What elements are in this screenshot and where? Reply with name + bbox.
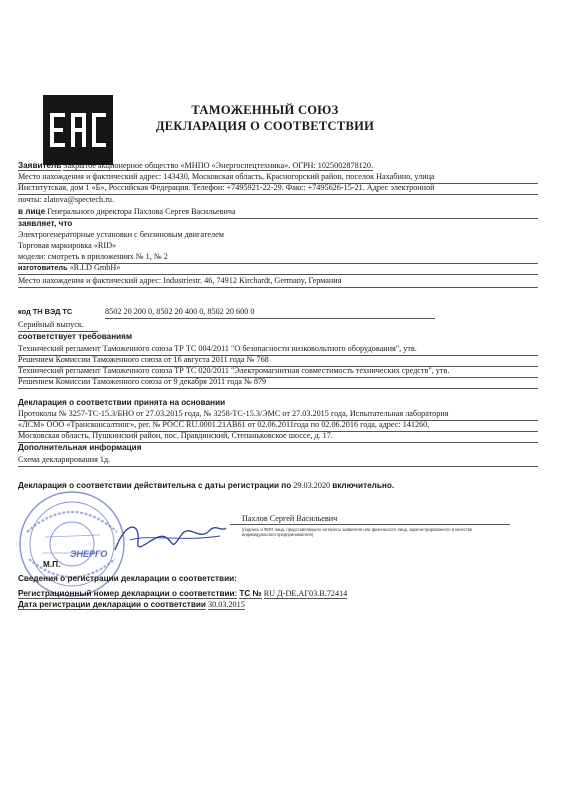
document-title: [130, 102, 400, 134]
eac-logo: [43, 95, 113, 165]
declares-line-2: Торговая маркировка «RID»: [18, 241, 117, 250]
eac-logo-icon: [43, 95, 113, 165]
applicant-line-4: почты: zlatova@spectech.ru.: [18, 195, 115, 204]
signature-scribble: [110, 512, 230, 562]
registration-number-line: [18, 589, 538, 600]
registration-date-line: [18, 600, 538, 611]
stamp-text: ЭНЕРГО: [70, 549, 108, 559]
registration-date-label: Дата регистрации декларации о соответствии: [18, 600, 206, 609]
applicant-name: Закрытое акционерное общество «МНПО «Энергоспецтехника». ОГРН: 1025002878120.: [63, 161, 374, 170]
person-label: в лице: [18, 207, 46, 216]
manufacturer-address: Место нахождения и фактический адрес: Industriestr. 46, 74912 Kirchardt, Germany, Германия: [18, 276, 538, 288]
person-text: Генерального директора Пахлова Сергея Васильевича: [47, 207, 236, 216]
codes-value: 8502 20 200 0, 8502 20 400 0, 8502 20 600 0: [105, 307, 435, 319]
person-line: [18, 207, 538, 219]
requirements-line-1: Технический регламент Таможенного союза ТР ТС 004/2011 "О безопасности низковольтного оборудования", утв.: [18, 344, 538, 356]
validity-date: 29.03.2020: [293, 481, 331, 490]
validity-suffix: включительно.: [332, 481, 395, 490]
basis-line-3: Московская область, Пушкинский район, пос. Правдинский, Степаньковское шоссе, д. 17.: [18, 431, 538, 443]
applicant-label: Заявитель: [18, 161, 62, 170]
title-line-2: ДЕКЛАРАЦИЯ О СООТВЕТСТВИИ: [155, 119, 375, 133]
registration-number: RU Д-DE.АГ03.В.72414: [263, 589, 348, 598]
requirements-line-3: Технический регламент Таможенного союза ТР ТС 020/2011 "Электромагнитная совместимость технических средств", утв.: [18, 366, 538, 378]
signature-line: [230, 524, 510, 525]
registration-number-label: Регистрационный номер декларации о соответствии:: [18, 589, 238, 598]
requirements-line-4: Решением Комиссии Таможенного союза от 9 декабря 2011 года № 879: [18, 377, 538, 389]
declares-line-3: модели: смотреть в приложениях № 1, № 2: [18, 252, 538, 264]
manufacturer-label: изготовитель: [18, 263, 68, 272]
validity-prefix: Декларация о соответствии действительна с даты регистрации по: [18, 481, 292, 490]
registration-heading: Сведения о регистрации декларации о соответствии:: [18, 574, 237, 583]
applicant-line-1: [18, 161, 538, 172]
signatory-name: Пахлов Сергей Васильевич: [242, 514, 338, 523]
basis-line-1: Протоколы № 3257-ТС-15.3/БНО от 27.03.2015 года, № 3258-ТС-15.3/ЭМС от 27.03.2015 года, Испытательная лаборатория: [18, 409, 538, 421]
additional-label: Дополнительная информация: [18, 443, 142, 452]
registration-date: 30.03.2015: [207, 600, 245, 609]
serial-text: Серийный выпуск.: [18, 320, 98, 332]
declares-label: заявляет, что: [18, 219, 73, 228]
signature-caption-2: индивидуального предпринимателя): [242, 532, 314, 537]
codes-label: код ТН ВЭД ТС: [18, 307, 73, 316]
codes-line: [18, 307, 538, 319]
additional-text: Схема декларирования 1д.: [18, 455, 538, 467]
basis-line-2: «ЛСМ» ООО «Трансконсалтинг», рег. № РОСС RU.0001.21АВ61 от 02.06.2011года по 02.06.2016 года, адрес: 141260,: [18, 420, 538, 432]
declares-line-1: Электрогенераторные установки с бензиновым двигателем: [18, 230, 224, 239]
signature-caption-1: (подпись и ФИО лица, представляющего интересы заявителя или физического лица, зарегистрированного в качестве: [242, 527, 473, 532]
manufacturer-line: [18, 263, 538, 275]
registration-number-prefix: ТС №: [239, 589, 262, 598]
title-line-1: ТАМОЖЕННЫЙ СОЮЗ: [191, 103, 339, 117]
signature-icon: [110, 512, 230, 562]
mp-label: М.П.: [43, 560, 61, 569]
applicant-line-2: Место нахождения и фактический адрес: 143430, Московская область, Красногорский район, поселок Нахабино, улица: [18, 172, 538, 184]
applicant-line-3: Институтская, дом 1 «Б», Российская Федерация. Телефон: +7495921-22-29. Факс: +7495626-15-21. Адрес электронной: [18, 183, 538, 195]
basis-label: Декларация о соответствии принята на основании: [18, 398, 226, 407]
manufacturer-name: «R.I.D GmbH»: [69, 263, 121, 272]
requirements-line-2: Решением Комиссии Таможенного союза от 16 августа 2011 года № 768: [18, 355, 538, 367]
requirements-label: соответствует требованиям: [18, 332, 133, 341]
